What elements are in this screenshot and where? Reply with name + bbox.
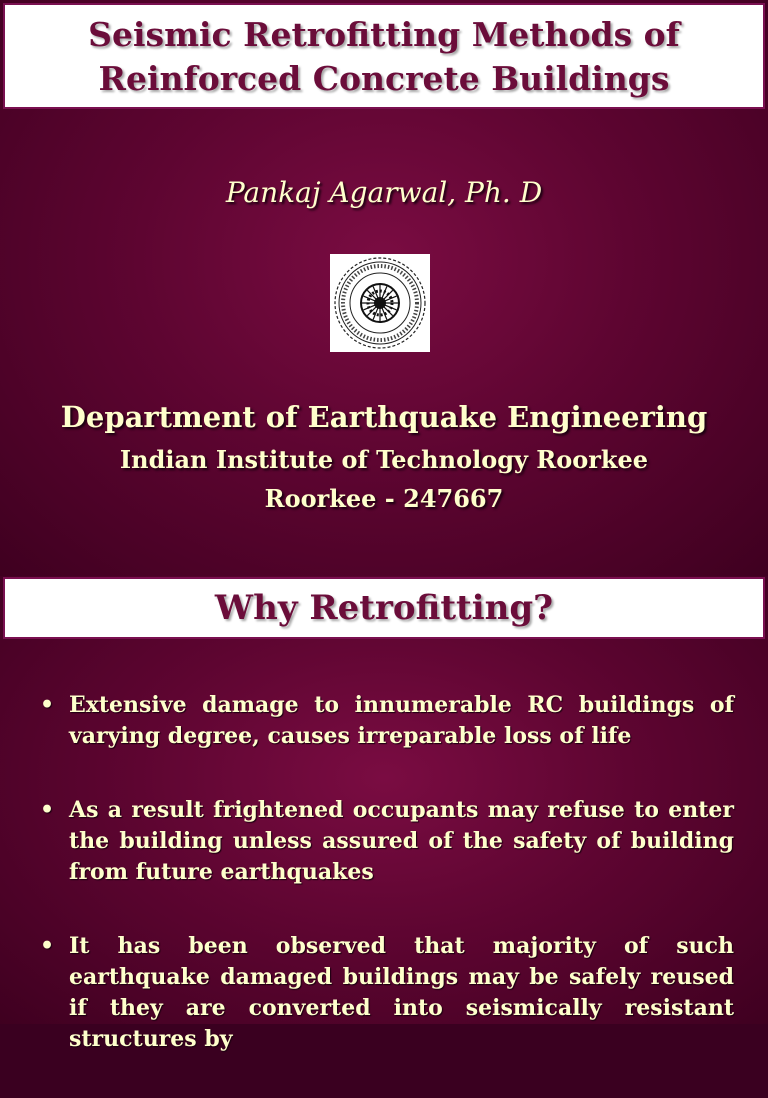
slide-title-line-1: Seismic Retrofitting Methods of xyxy=(88,15,680,54)
slide-title: Why Retrofitting? xyxy=(214,588,554,628)
iit-roorkee-seal-icon xyxy=(330,254,430,352)
bullet-text: As a result frightened occupants may refuse to enter the building unless assured of the safety of building from future earthquakes xyxy=(69,797,734,885)
bullet-icon: • xyxy=(40,933,55,959)
bullet-list xyxy=(40,690,734,1098)
bullet-icon: • xyxy=(40,797,55,823)
slide-title-box xyxy=(3,3,765,109)
bullet-text: Extensive damage to innumerable RC buildings of varying degree, causes irreparable loss of life xyxy=(69,692,734,749)
bullet-icon: • xyxy=(40,692,55,718)
list-item xyxy=(40,795,734,888)
institute-name: Indian Institute of Technology Roorkee xyxy=(119,445,649,474)
department-name: Department of Earthquake Engineering xyxy=(60,400,708,434)
bullet-text: It has been observed that majority of such earthquake damaged buildings may be safely reused if they are converted into seismically resistant structures by xyxy=(69,933,734,1052)
list-item xyxy=(40,690,734,752)
slide-title-box xyxy=(3,577,765,639)
author-name: Pankaj Agarwal, Ph. D xyxy=(225,176,543,209)
institute-address: Roorkee - 247667 xyxy=(264,484,504,513)
slide-title-line-2: Reinforced Concrete Buildings xyxy=(98,59,670,98)
list-item xyxy=(40,931,734,1055)
